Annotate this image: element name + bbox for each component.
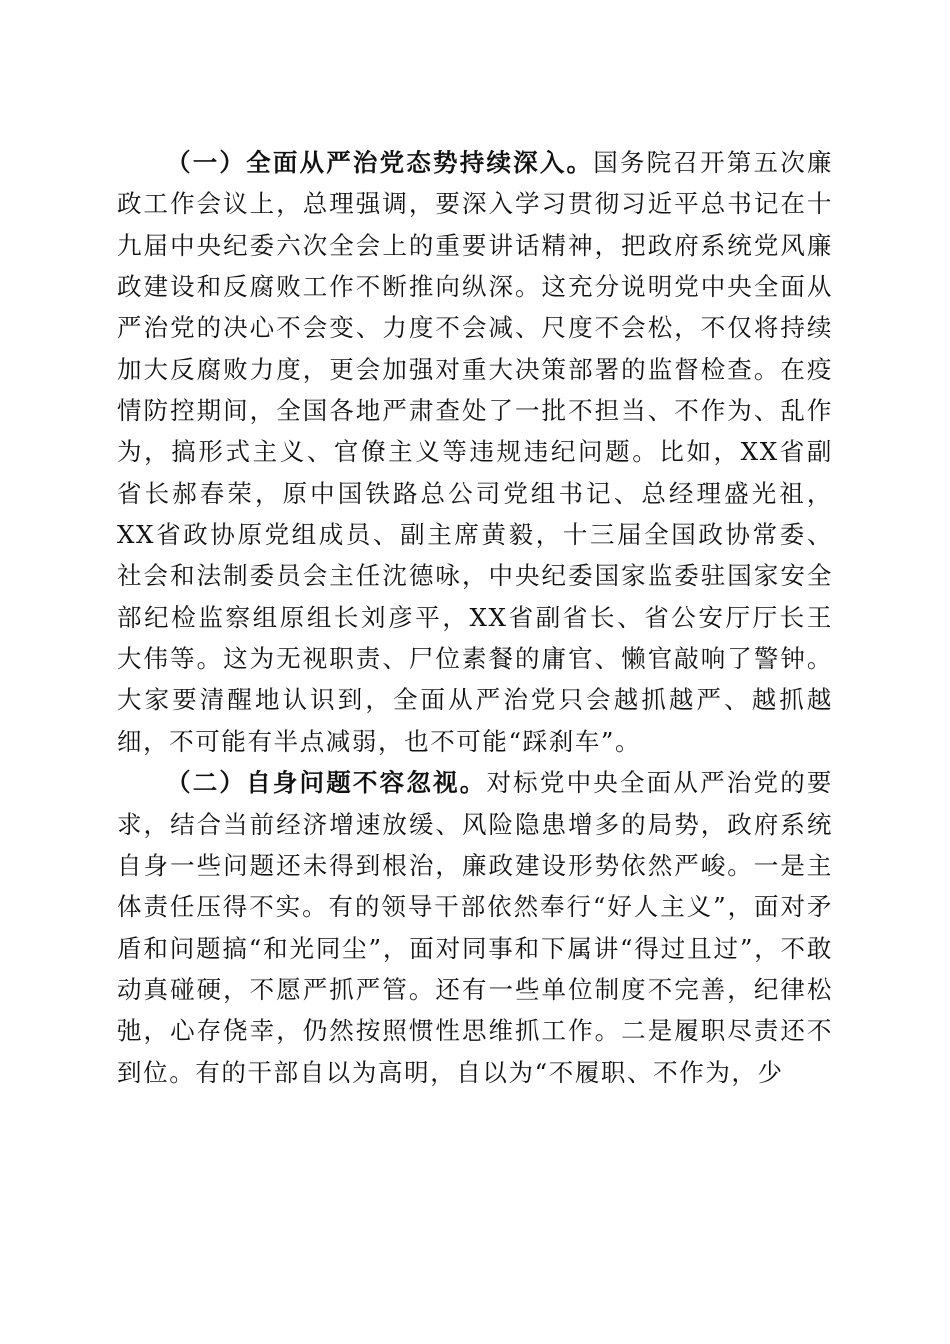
- paragraph-2-heading: （二）自身问题不容忽视。: [166, 768, 487, 798]
- paragraph-1: [117, 142, 833, 762]
- paragraph-2: [117, 762, 833, 1093]
- paragraph-1-text: 国务院召开第五次廉政工作会议上，总理强调，要深入学习贯彻习近平总书记在十九届中央纪委六次全会上的重要讲话精神，把政府系统党风廉政建设和反腐败工作不断推向纵深。这充分说明党中央全面从严治党的决心不会变、力度不会减、尺度不会松，不仅将持续加大反腐败力度，更会加强对重大决策部署的监督检查。在疫情防控期间，全国各地严肃查处了一批不担当、不作为、乱作为，搞形式主义、官僚主义等违规违纪问题。比如，XX省副省长郝春荣，原中国铁路总公司党组书记、总经理盛光祖，XX省政协原党组成员、副主席黄毅，十三届全国政协常委、社会和法制委员会主任沈德咏，中央纪委国家监委驻国家安全部纪检监察组原组长刘彦平，XX省副省长、省公安厅厅长王大伟等。这为无视职责、尸位素餐的庸官、懒官敲响了警钟。大家要清醒地认识到，全面从严治党只会越抓越严、越抓越细，不可能有半点减弱，也不可能“踩刹车”。: [117, 148, 833, 756]
- paragraph-1-heading: （一）全面从严治党态势持续深入。: [166, 148, 594, 177]
- paragraph-2-text: 对标党中央全面从严治党的要求，结合当前经济增速放缓、风险隐患增多的局势，政府系统自身一些问题还未得到根治，廉政建设形势依然严峻。一是主体责任压得不实。有的领导干部依然奉行“好人主义”，面对矛盾和问题搞“和光同尘”，面对同事和下属讲“得过且过”，不敢动真碰硬，不愿严抓严管。还有一些单位制度不完善，纪律松弛，心存侥幸，仍然按照惯性思维抓工作。二是履职尽责还不到位。有的干部自以为高明，自以为“不履职、不作为，少: [117, 768, 833, 1087]
- document-body: [117, 142, 833, 1093]
